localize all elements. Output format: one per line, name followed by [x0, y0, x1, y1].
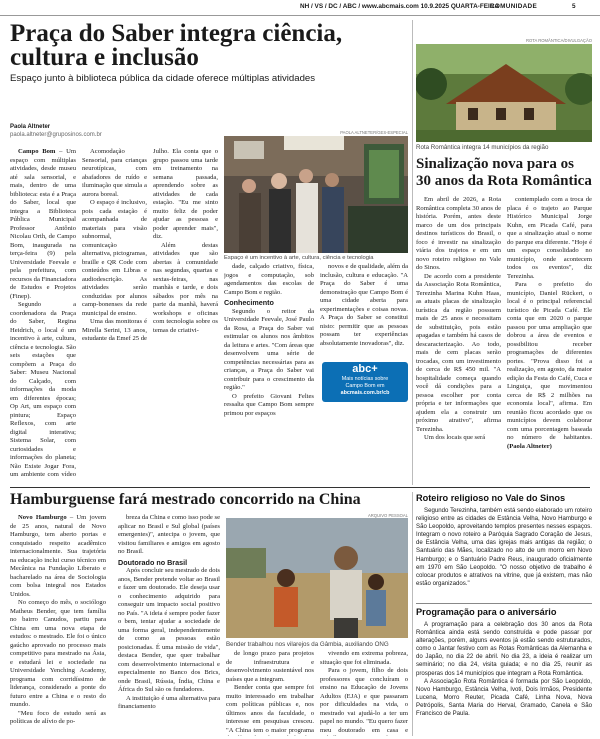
side-photo [416, 44, 592, 142]
box1-title: Roteiro religioso no Vale do Sinos [416, 493, 566, 503]
subhead-doutorado: Doutorado no Brasil [118, 557, 188, 567]
column-divider-bottom [412, 492, 413, 736]
abc-logo: abc+ [352, 363, 378, 375]
main-photo-caption: Espaço é um incentivo à arte, cultura, ciência e tecnologia [224, 255, 374, 261]
abcmais-promo-badge[interactable]: abc+ Mais notícias sobre Campo Bom em abcmais.com.br/cb [322, 362, 408, 402]
side-column-2: contemplado com a troca de placa é o trajeto ao Parque Histórico Municipal Jorge Kuhn, em Picada Café, para que a sinalização atual o nome do parque era diferente. "Hoje é um espaço consolidado no município, onde acontecem todos os eventos", diz Terezinha. Para o prefeito do município, Daniel Rückert, o local é o principal referencial turístico de Picada Café. Ele conta que em 2020 o parque passou por uma ampliação que dobrou a área de eventos e possibilitou receber programações de diferentes portes. "Prova disso foi a realização, em agosto, da maior edição da Festa do Café, Cuca e Linguiça, que movimentou cerca de R$ 2 milhões na economia local", afirma. Em reunião ficou acordado que os municípios devem colaborar com uma porcentagem baseada no número de habitantes. (Paola Altneter) [507, 196, 592, 450]
bottom-photo-credit: ARQUIVO PESSOAL [367, 513, 408, 518]
main-photo-credit: PAOLA ALTNETER/GES-ESPECIAL [340, 130, 408, 135]
author-email: paola.altneter@gruposinos.com.br [10, 132, 102, 138]
side-photo-caption: Rota Romântica integra 14 municípios da região [416, 144, 549, 151]
abcmais-link[interactable]: abcmais.com.br/cb [340, 390, 390, 396]
box2-title: Programação para o aniversário [416, 607, 557, 617]
dateline: Campo Bom [18, 148, 56, 155]
bottom-dateline: Novo Hamburgo [18, 514, 67, 521]
box1-text: Segundo Terezinha, também está sendo elaborado um roteiro religioso entre as cidades de Estância Velha, Novo Hamburgo e São Leopoldo, aproveitando templos presentes nesses espaços. Integram o novo roteiro a Paróquia Sagrado Coração de Jesus, de Estância Velha, uma das igrejas mais antigas da região; o Santuário das Mães, localizado no alto de um morro em Novo Hamburgo; e o Santuário Padre Reus, inaugurado oficialmente em 1970 em São Leopoldo. "O nosso objetivo de trabalho é colocar produtos e atrativos na vitrine, que já existem, mas não estão organizados." [416, 507, 592, 587]
main-subheadline: Espaço junto à biblioteca pública da cidade oferece múltiplas atividades [10, 73, 316, 84]
page-number: 5 [572, 3, 576, 10]
main-column-4: novos e de qualidade, além da inclusão, cultura e educação. "A Praça do Saber é uma demonstração que Campo Bom é uma cidade aberta para experimentações e coisas novas. A Praça do Saber se constitui nisto: permitir que as pessoas possam ter experiências absolutamente inovadoras", diz. [320, 263, 408, 347]
author-name: Paola Altneter [10, 124, 51, 130]
side-column-1: Em abril de 2026, a Rota Romântica completa 30 anos de história. Porém, antes deste marco de um dos principais destinos turísticos do Brasil, o foco é investir na sinalização viária dos trajetos e em um novo roteiro religioso no Vale do Sinos. De acordo com a presidente da Associação Rota Romântica, Terezinha Marina Kuhn Haas, as atuais placas de sinalização turística da região possuem mais de 25 anos e necessitam de substituição, pois estão apagadas e também há casos de descaracterização. Ao todo, mais de cem placas serão trocadas, com um investimento de cerca de R$ 450 mil. "A hospitalidade começa quando você dá condições para a pessoa escolher por conta própria e ter informações que ajudem ela a construir um próximo atrativo", afirma Terezinha. Um dos locais que será [416, 196, 501, 441]
bottom-column-4: vivendo em extrema pobreza, situação que foi eliminada. Para o jovem, filho de dois professores que concluíram o ensino na Educação de Jovens Adultos (EJA) e que passaram por dificuldades na vida, o mestrado vai ajudá-lo a ter um papel no mundo. "Eu quero fazer meu doutorado em casa e [320, 650, 408, 734]
main-column-2: Acomodação Sensorial, para crianças neurotípicas, com abafadores de ruído e iluminação que simula a aurora boreal. O espaço é inclusivo, pois cada estação é acompanhada de materiais para visão subnormal, comunicação alternativa, pictogramas, braille e QR Code com conteúdos em Libras e audiodescrição. As atividades serão conduzidas por alunos camp-bonenses da rede municipal de ensino. Uma das monitoras é Mirella Serini, 13 anos, estudante da Emef 25 de Julho. Ela conta que o grupo passou uma tarde em treinamento na semana passada, aprendendo sobre as atividades de cada estação. "Eu me sinto muito feliz de poder ajudar as pessoas e poder aprender mais", diz. Além destas atividades que são abertas à comunidade nas segundas, quartas e sextas-feiras, nas manhãs e tarde, e dois sábados por mês na parte da manhã, haverá workshops e oficinas com tecnologia sobre os temas de criativi- [82, 148, 218, 342]
main-column-1: Campo Bom – Um espaço com múltiplas atividades, desde museu até sala sensorial, e mais, dentro de uma biblioteca: esta é a Praça do Saber, local que integra a Biblioteca Pública Municipal Professor Antônio Nicolau Orth, de Campo Bom, inaugurada na terça-feira (9) pela Universidade Feevale e pela prefeitura, com recursos da Financiadora de Estudos e Projetos (Finep). Segundo a coordenadora da Praça do Saber, Regina Heidrich, o local é um incentivo à arte, cultura, ciência e tecnologia. São seis estações que compõem a Praça do Saber: Museu Nacional do Calçado, com informações da moda em diferentes épocas; Op Art, um espaço com pintura; Espaço Reflexos, com arte digital interativa; Sistema Solar, com curiosidades e informações do planeta; Não Existe Jogar Fora, um ambiente com vídeo [10, 148, 76, 478]
box-divider [416, 603, 592, 604]
side-headline: Sinalização nova para os 30 anos da Rota Romântica [416, 156, 592, 189]
bottom-column-2: breza da China e como isso pode se aplicar no Brasil e Sul global (países emergentes)", antecipa o jovem, que visitou familiares e amigos em agosto no Brasil. Doutorado no Brasil Após concluir seu mestrado de dois anos, Bender pretende voltar ao Brasil e fazer um doutorado. Ele deseja usar o conhecimento adquirido para conseguir um impacto social positivo no País. "A ideia é sempre poder fazer o bem, tentar ajudar a sociedade de uma forma geral, independentemente de como as pessoas estão posicionadas. É uma missão de vida", destaca Bender, que quer trabalhar com desenvolvimento internacional e especialmente no Banco dos Brics, onde Brasil, Rússia, Índia, China e África do Sul são os fundadores. A instituição é uma alternativa para financiamento [118, 514, 220, 710]
main-column-3: dade, calçado criativo, física, jogos e computação, sob agendamentos das escolas de Campo Bom e região. Conhecimento Segundo o reitor da Universidade Feevale, José Paulo da Rosa, a Praça do Saber vai estimular os alunos nos âmbitos da leitura e artes. "Com áreas que desenvolvem uma série de competências necessárias para as crianças, a Praça do Saber vai contribuir para o crescimento da região." O prefeito Giovani Feltes ressalta que Campo Bom sempre primou por espaços [224, 263, 314, 417]
side-photo-credit: ROTA ROMÂNTICA/DIVULGAÇÃO [526, 38, 592, 43]
bottom-headline: Hamburguense fará mestrado concorrido na China [10, 491, 361, 508]
bottom-photo-caption: Bender trabalhou nos vilarejos da Gâmbia, auxiliando ONG [226, 641, 389, 648]
box2-text: A programação para a celebração dos 30 anos da Rota Romântica ainda está sendo construída e pode passar por alterações, porém, alguns eventos já estão sendo estruturados, como o Jantar festivo com as Rotas Românticas da Alemanha e do Japão, no dia 22 de abril. No dia 23, a ideia é realizar um seminário; no dia 24, visita guiada; e no dia 25, reunir as prosperas dos 14 municípios que integram a Rota Romântica. A Associação Rota Romântica é formada por São Leopoldo, Novo Hamburgo, Estância Velha, Ivoti, Dois Irmãos, Presidente Lucena, Morro Reuter, Picada Café, Linha Nova, Nova Petrópolis, Santa Maria do Herval, Gramado, Canela e São Francisco de Paula. [416, 621, 592, 718]
section-name: COMUNIDADE [490, 3, 538, 10]
section-rule [10, 487, 590, 488]
column-divider [412, 20, 413, 485]
page-header [0, 0, 600, 16]
bottom-column-1: Novo Hamburgo – Um jovem de 25 anos, natural de Novo Hamburgo, tem aberto portas e conquistado respeito acadêmico internacionalmente. Sua trajetória na educação inclui curso técnico em Mecânica na Fundação Liberato e bacharelado na área de Sociologia com bolsa integral nos Estados Unidos. No começo do mês, o sociólogo Matheus Bender, que tem família no bairro Canudos, partiu para China em uma nova etapa de estudos: o mestrado. Ele foi o único gaúcho aprovado no processo mais competitivo para mestrado na Ásia, e estudará lei e sociedade na Universidade Yenching Academy, programa com corridíssimo de liderança, considerado a ponte do futuro entre a China e o resto do mundo. "Meu foco de estudo será as políticas de alívio de po- [10, 514, 106, 725]
header-line: NH / VS / DC / ABC / www.abcmais.com 10.9.2025 QUARTA-FEIRA [300, 3, 499, 10]
subhead-conhecimento: Conhecimento [224, 298, 274, 307]
byline [10, 123, 102, 139]
bottom-column-3: de longo prazo para projetos de infraestrutura e desenvolvimento sustentável nos países que a integram. Bender conta que sempre foi muito interessado em trabalhar com políticas públicas e, nos últimos anos da faculdade, o interesse em pesquisas cresceu. "A China tem o maior programa [226, 650, 314, 734]
main-photo [224, 136, 408, 253]
main-headline: Praça do Saber integra ciência, cultura e inclusão [10, 20, 343, 71]
bottom-photo [226, 518, 408, 638]
side-signature: (Paola Altneter) [507, 442, 552, 450]
